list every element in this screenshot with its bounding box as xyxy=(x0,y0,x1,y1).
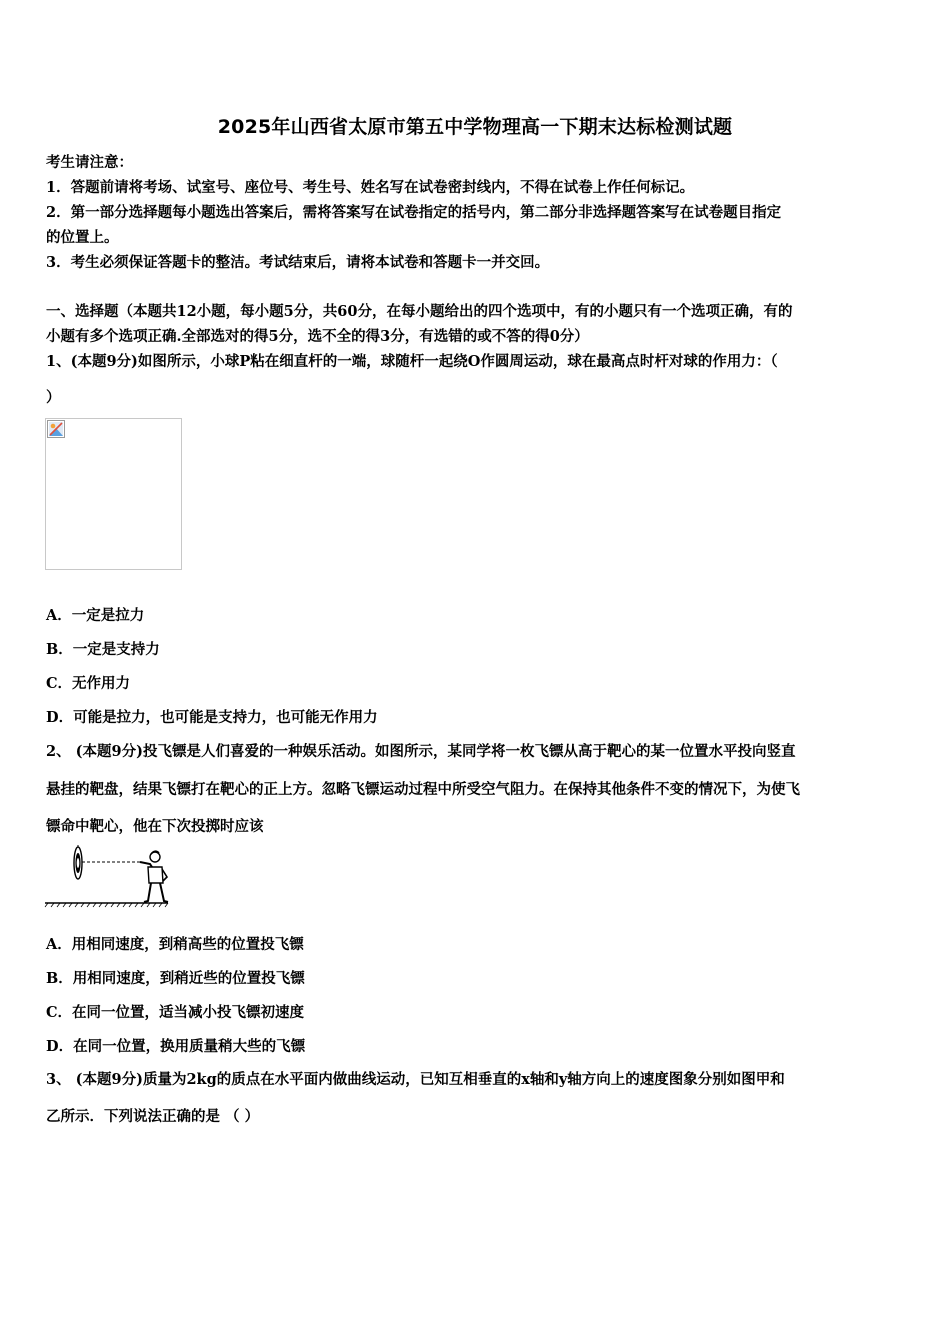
q1-option-a: A．一定是拉力 xyxy=(46,607,145,624)
q1-stem-line2: ） xyxy=(46,389,61,406)
q3-stem-line2: 乙所示．下列说法正确的是 （ ） xyxy=(46,1108,260,1125)
notice-item-2: 2．第一部分选择题每小题选出答案后，需将答案写在试卷指定的括号内，第二部分非选择题答案写在试卷题目指定 xyxy=(46,204,782,221)
q1-figure-placeholder xyxy=(45,418,182,570)
section-intro-line1: 一、选择题（本题共12小题，每小题5分，共60分，在每小题给出的四个选项中，有的小题只有一个选项正确，有的 xyxy=(46,303,793,320)
notice-heading: 考生请注意： xyxy=(46,154,133,171)
notice-item-2-cont: 的位置上。 xyxy=(46,229,119,246)
q2-option-a: A．用相同速度，到稍高些的位置投飞镖 xyxy=(46,936,304,953)
q1-option-d: D．可能是拉力，也可能是支持力，也可能无作用力 xyxy=(46,709,378,726)
q2-stem-line2: 悬挂的靶盘，结果飞镖打在靶心的正上方。忽略飞镖运动过程中所受空气阻力。在保持其他条件不变的情况下，为使飞 xyxy=(46,781,800,798)
q1-option-b: B．一定是支持力 xyxy=(46,641,160,658)
q3-stem-line1: 3、 (本题9分)质量为2kg的质点在水平面内做曲线运动，已知互相垂直的x轴和y轴方向上的速度图象分别如图甲和 xyxy=(46,1071,785,1088)
dart-throwing-figure xyxy=(44,845,176,909)
q1-stem-line1: 1、(本题9分)如图所示，小球P粘在细直杆的一端，球随杆一起绕O作圆周运动，球在最高点时杆对球的作用力：（ xyxy=(46,353,778,370)
q2-stem-line3: 镖命中靶心，他在下次投掷时应该 xyxy=(46,818,264,835)
section-intro-line2: 小题有多个选项正确.全部选对的得5分，选不全的得3分，有选错的或不答的得0分） xyxy=(46,328,589,345)
q2-option-d: D．在同一位置，换用质量稍大些的飞镖 xyxy=(46,1038,306,1055)
q2-stem-line1: 2、 (本题9分)投飞镖是人们喜爱的一种娱乐活动。如图所示，某同学将一枚飞镖从高于靶心的某一位置水平投向竖直 xyxy=(46,743,796,760)
broken-image-icon xyxy=(47,420,65,438)
notice-item-3: 3．考生必须保证答题卡的整洁。考试结束后，请将本试卷和答题卡一并交回。 xyxy=(46,254,550,271)
q2-option-c: C．在同一位置，适当减小投飞镖初速度 xyxy=(46,1004,305,1021)
q1-option-c: C．无作用力 xyxy=(46,675,131,692)
q2-option-b: B．用相同速度，到稍近些的位置投飞镖 xyxy=(46,970,305,987)
page-title: 2025年山西省太原市第五中学物理高一下期末达标检测试题 xyxy=(217,116,733,138)
notice-item-1: 1．答题前请将考场、试室号、座位号、考生号、姓名写在试卷密封线内，不得在试卷上作任何标记。 xyxy=(46,179,695,196)
